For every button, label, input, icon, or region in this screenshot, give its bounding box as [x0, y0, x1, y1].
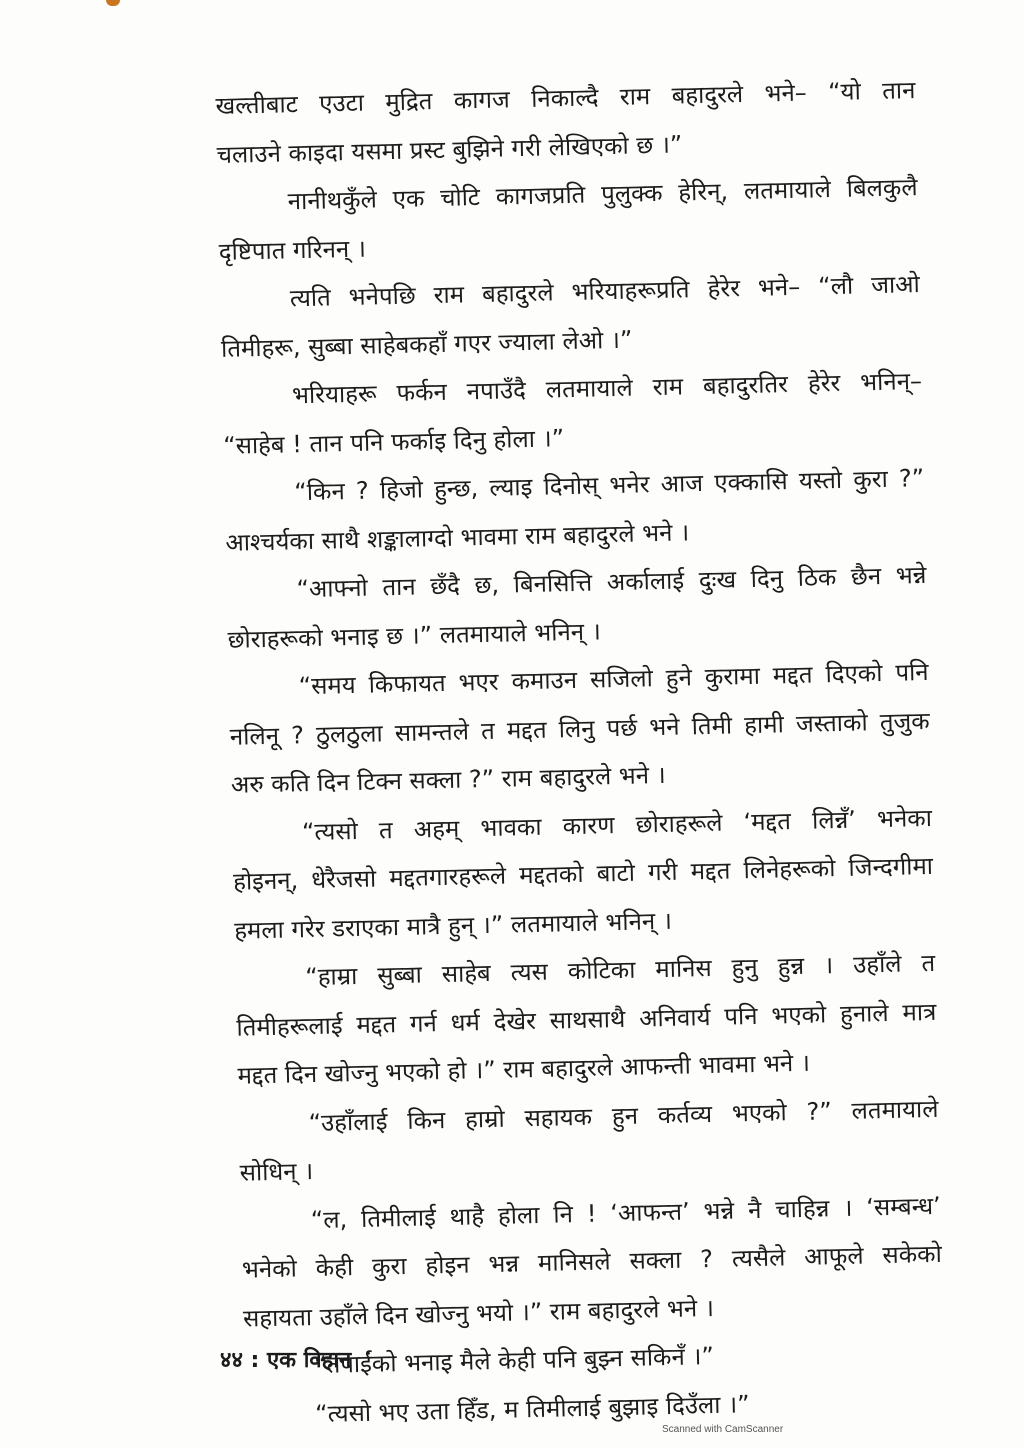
text-line: “तपाईंको भनाइ मैले केही पनि बुझ्न सकिनँ ।”: [313, 1342, 715, 1380]
text-line: “समय किफायत भएर कमाउन सजिलो हुने कुरामा मद्दत दिएको पनि: [298, 657, 929, 701]
text-line: हमला गरेर डराएका मात्रै हुन् ।” लतमायाले भनिन् ।: [233, 906, 673, 945]
text-line: अरु कति दिन टिक्न सक्ला ?” राम बहादुरले भने ।: [230, 760, 667, 799]
text-line: भरियाहरू फर्कन नपाउँदै लतमायाले राम बहादुरतिर हेरेर भनिन्–: [291, 367, 923, 410]
text-line: आश्चर्यका साथै शङ्कालाग्दो भावमा राम बहादुरले भने ।: [225, 517, 690, 557]
text-line: दृष्टिपात गरिनन् ।: [218, 234, 367, 266]
text-line: मद्दत दिन खोज्नु भएको हो ।” राम बहादुरले आफन्ती भावमा भने ।: [237, 1048, 811, 1090]
page-edge-mark: [106, 0, 120, 6]
text-line: नानीथकुँले एक चोटि कागजप्रति पुलुक्क हेरिन्, लतमायाले बिलकुलै: [287, 173, 918, 216]
body-text: [215, 66, 946, 1440]
text-line: “आफ्नो तान छँदै छ, बिनसित्ति अर्कालाई दुःख दिनु ठिक छैन भन्ने: [296, 560, 927, 604]
text-line: “त्यसो त अहम् भावका कारण छोराहरूले ‘मद्दत लिन्नँ’ भनेका: [301, 803, 933, 846]
text-line: “त्यसो भए उता हिँड, म तिमीलाई बुझाइ दिउँला ।”: [314, 1389, 750, 1428]
text-line: सहायता उहाँले दिन खोज्नु भयो ।” राम बहादुरले भने ।: [242, 1293, 715, 1333]
text-line: तिमीहरूलाई मद्दत गर्न धर्म देखेर साथसाथै अनिवार्य पनि भएको हुनाले मात्र: [236, 997, 937, 1042]
text-line: “ल, तिमीलाई थाहै होला नि ! ‘आफन्त’ भन्ने नै चाहिन्न । ‘सम्बन्ध’: [310, 1191, 941, 1234]
text-line: होइनन्, धेरैजसो मद्दतगारहरूले मद्दतको बाटो गरी मद्दत लिनेहरूको जिन्दगीमा: [232, 851, 934, 896]
text-line: तिमीहरू, सुब्बा साहेबकहाँ गएर ज्याला लेओ ।”: [220, 325, 633, 363]
text-line: चलाउने काइदा यसमा प्रस्ट बुझिने गरी लेखिएको छ ।”: [216, 129, 683, 169]
text-line: सोधिन् ।: [239, 1157, 314, 1187]
text-line: “किन ? हिजो हुन्छ, ल्याइ दिनोस् भनेर आज एक्कासि यस्तो कुरा ?”: [294, 464, 925, 507]
scanner-watermark: Scanned with CamScanner: [662, 1424, 784, 1435]
text-line: खल्तीबाट एउटा मुद्रित कागज निकाल्दै राम बहादुरले भने– “यो तान: [215, 76, 916, 120]
text-line: “उहाँलाई किन हाम्रो सहायक हुन कर्तव्य भएको ?” लतमायाले: [308, 1094, 939, 1137]
text-line: नलिनू ? ठुलठुला सामन्तले त मद्दत लिनु पर्छ भने तिमी हामी जस्ताको तुजुक: [229, 706, 930, 751]
text-line: “साहेब ! तान पनि फर्काइ दिनु होला ।”: [222, 423, 565, 460]
text-line: छोराहरूको भनाइ छ ।” लतमायाले भनिन् ।: [227, 616, 602, 654]
page-folio: ४४ : एक विहान: [220, 1348, 352, 1373]
text-line: भनेको केही कुरा होइन भन्न मानिसले सक्ला ? त्यसैले आफूले सकेको: [241, 1239, 943, 1284]
text-line: “हाम्रा सुब्बा साहेब त्यस कोटिका मानिस हुनु हुन्न । उहाँले त: [305, 948, 936, 992]
text-line: त्यति भनेपछि राम बहादुरले भरियाहरूप्रति हेरेर भने– “लौ जाओ: [289, 270, 921, 313]
